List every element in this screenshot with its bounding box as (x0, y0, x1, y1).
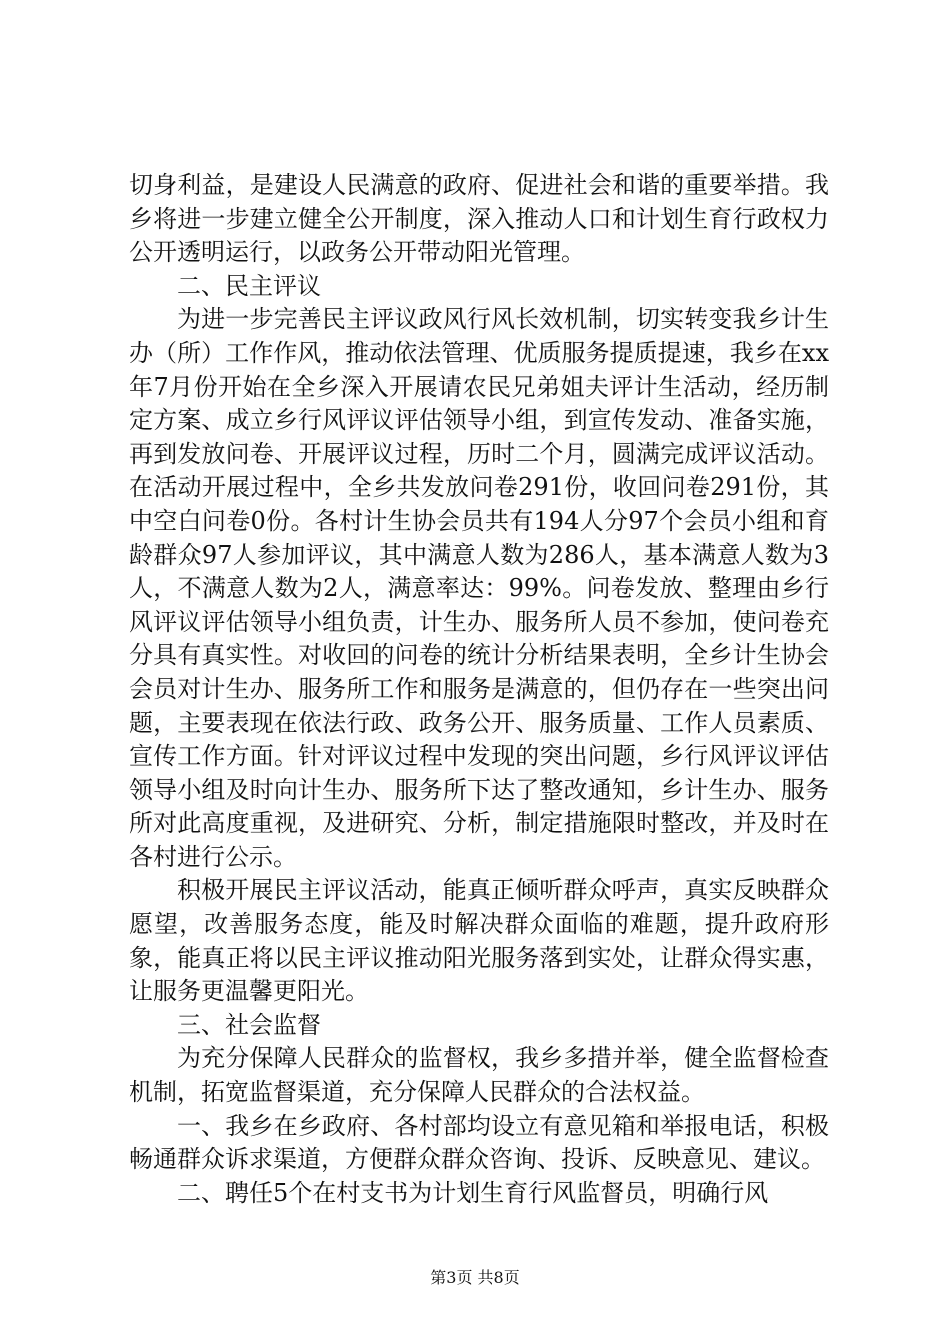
document-body (129, 169, 829, 1210)
paragraph-review-details: 为进一步完善民主评议政风行风长效机制，切实转变我乡计生办（所）工作作风，推动依法管理、优质服务提质提速，我乡在xx年7月份开始在全乡深入开展请农民兄弟姐夫评计生活动，经历制定方案、成立乡行风评议评估领导小组，到宣传发动、准备实施，再到发放问卷、开展评议过程，历时二个月，圆满完成评议活动。在活动开展过程中，全乡共发放问卷291份，收回问卷291份，其中空白问卷0份。各村计生协会员共有194人分97个会员小组和育龄群众97人参加评议，其中满意人数为286人，基本满意人数为3人，不满意人数为2人，满意率达：99%。问卷发放、整理由乡行风评议评估领导小组负责，计生办、服务所人员不参加，使问卷充分具有真实性。对收回的问卷的统计分析结果表明，全乡计生协会会员对计生办、服务所工作和服务是满意的，但仍存在一些突出问题，主要表现在依法行政、政务公开、服务质量、工作人员素质、宣传工作方面。针对评议过程中发现的突出问题，乡行风评议评估领导小组及时向计生办、服务所下达了整改通知，乡计生办、服务所对此高度重视，及进研究、分析，制定措施限时整改，并及时在各村进行公示。 (129, 305, 829, 871)
paragraph-review-significance: 积极开展民主评议活动，能真正倾听群众呼声，真实反映群众愿望，改善服务态度，能及时解决群众面临的难题，提升政府形象，能真正将以民主评议推动阳光服务落到实处，让群众得实惠，让服务更温馨更阳光。 (129, 876, 829, 1006)
paragraph-supervision-intro: 为充分保障人民群众的监督权，我乡多措并举，健全监督检查机制，拓宽监督渠道，充分保障人民群众的合法权益。 (129, 1044, 829, 1107)
section-heading-social-supervision: 三、社会监督 (177, 1010, 321, 1039)
page-number-footer: 第3页 共8页 (430, 1268, 520, 1287)
paragraph-supervision-item-2: 二、聘任5个在村支书为计划生育行风监督员，明确行风 (177, 1178, 769, 1207)
paragraph-continuation: 切身利益，是建设人民满意的政府、促进社会和谐的重要举措。我乡将进一步建立健全公开制度，深入推动人口和计划生育行政权力公开透明运行，以政务公开带动阳光管理。 (129, 171, 829, 267)
section-heading-democratic-review: 二、民主评议 (177, 271, 321, 300)
paragraph-supervision-item-1: 一、我乡在乡政府、各村部均设立有意见箱和举报电话，积极畅通群众诉求渠道，方便群众群众咨询、投诉、反映意见、建议。 (129, 1111, 829, 1174)
